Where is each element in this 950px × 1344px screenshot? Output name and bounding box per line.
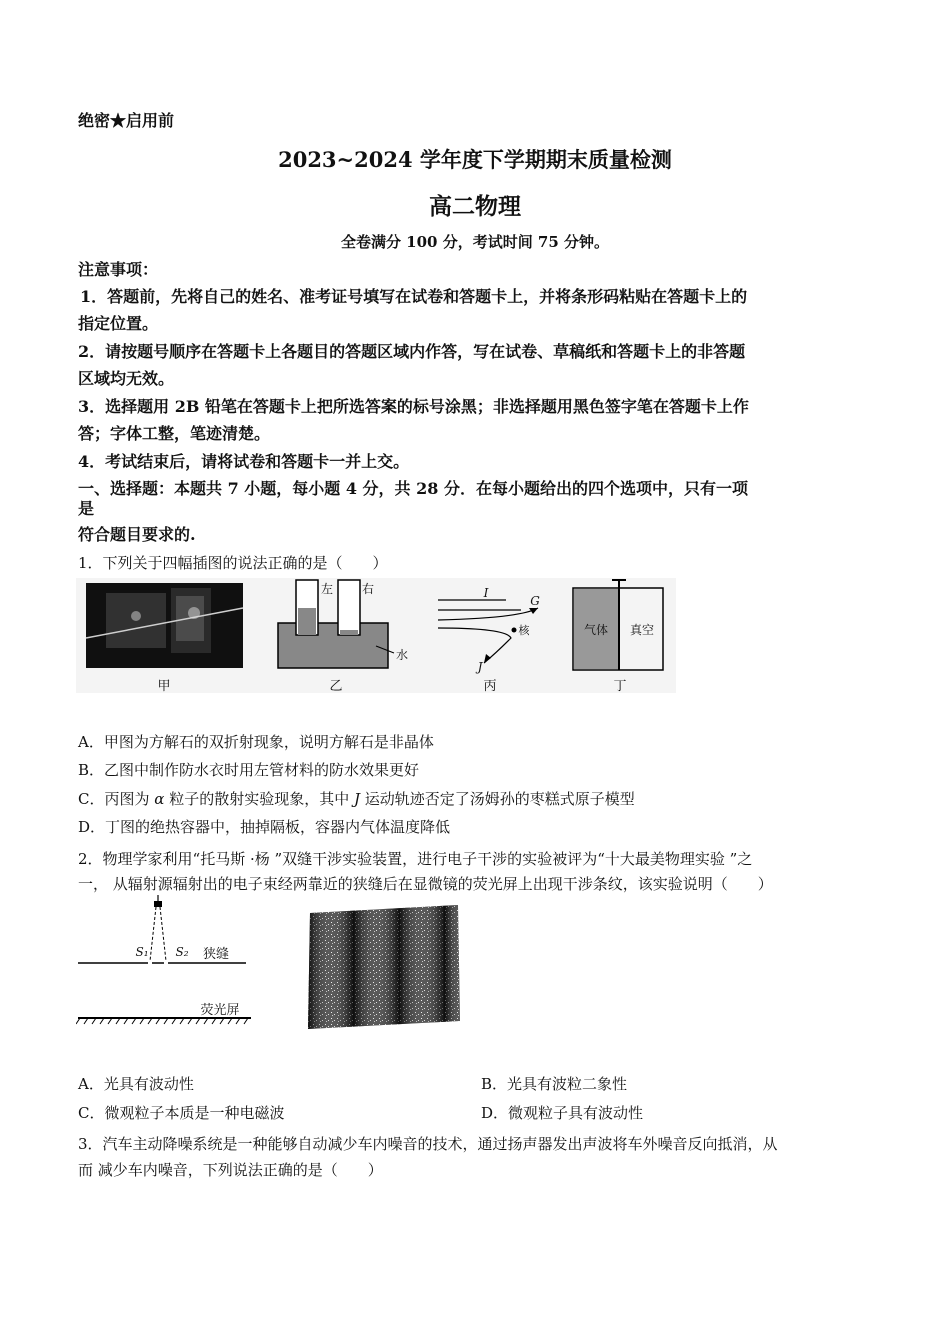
label-I: I	[483, 586, 489, 600]
label-right: 右	[361, 582, 374, 596]
q1-option-d: D．丁图的绝热容器中，抽掉隔板，容器内气体温度降低	[78, 818, 451, 836]
j-symbol: J	[353, 790, 360, 808]
alpha-symbol: α	[154, 790, 165, 808]
exam-title: 2023~2024 学年度下学期期末质量检测	[278, 147, 672, 172]
label-gas: 气体	[583, 623, 608, 637]
note-4: 4．考试结束后，请将试卷和答题卡一并上交。	[78, 452, 410, 471]
notes-heading: 注意事项：	[78, 260, 159, 279]
q1-stem: 1．下列关于四幅插图的说法正确的是（ ）	[78, 554, 388, 572]
label-J: J	[477, 660, 483, 674]
water-container	[278, 623, 388, 668]
exam-info: 全卷满分 100 分，考试时间 75 分钟。	[340, 233, 610, 251]
subject-title: 高二物理	[429, 193, 521, 220]
caption-jia: 甲	[157, 679, 171, 694]
section1-line2: 是	[78, 499, 95, 518]
note-2a: 2．请按题号顺序在答题卡上各题目的答题区域内作答，写在试卷、草稿纸和答题卡上的非答题	[78, 342, 746, 361]
q3-stem-1: 3．汽车主动降噪系统是一种能够自动减少车内噪音的技术，通过扬声器发出声波将车外噪音反向抵消，从	[78, 1135, 778, 1153]
q3-stem-2: 而 减少车内噪音，下列说法正确的是（ ）	[78, 1161, 383, 1179]
q2-stem-1: 2．物理学家利用“托马斯 ·杨 ”双缝干涉实验装置，进行电子干涉的实验被评为“十大最美物理实验 ”之	[78, 850, 753, 868]
caption-bing: 丙	[483, 679, 497, 694]
note-3a: 3．选择题用 2B 铅笔在答题卡上把所选答案的标号涂黑；非选择题用黑色签字笔在答题卡上作	[78, 397, 749, 416]
q2-figure-apparatus	[76, 893, 256, 1028]
q1-figure	[76, 578, 676, 693]
q2-stem-2: 一， 从辐射源辐射出的电子束经两靠近的狭缝后在显微镜的荧光屏上出现干涉条纹，该实验说明（ ）	[78, 875, 773, 893]
q1-option-b: B．乙图中制作防水衣时用左管材料的防水效果更好	[78, 761, 420, 779]
label-nucleus: 核	[518, 624, 530, 637]
q1-option-c	[78, 788, 635, 810]
note-2b: 区域均无效。	[78, 369, 175, 388]
note-1a: 1．答题前，先将自己的姓名、准考证号填写在试卷和答题卡上，并将条形码粘贴在答题卡上的	[80, 287, 748, 306]
note-1b: 指定位置。	[78, 314, 159, 333]
caption-yi: 乙	[329, 679, 343, 694]
q2-option-c: C．微观粒子本质是一种电磁波	[78, 1104, 285, 1122]
section1-line3: 符合题目要求的.	[78, 525, 196, 544]
label-s1: S₁	[135, 945, 149, 959]
q2-option-b: B．光具有波粒二象性	[481, 1075, 628, 1093]
caption-ding: 丁	[613, 679, 627, 694]
q1-option-c-part1: C．丙图为	[78, 790, 150, 808]
label-G: G	[530, 594, 540, 608]
note-3b: 答；字体工整，笔迹清楚。	[78, 424, 271, 443]
q2-option-d: D．微观粒子具有波动性	[481, 1104, 644, 1122]
label-s2: S₂	[175, 945, 189, 959]
section1-line1: 一、选择题：本题共 7 小题，每小题 4 分，共 28 分．在每小题给出的四个选项中，只有一项	[78, 479, 748, 498]
label-vacuum: 真空	[629, 623, 654, 637]
nucleus-dot	[512, 628, 517, 633]
interference-pattern-image	[306, 903, 462, 1031]
secret-label: 绝密★启用前	[78, 111, 175, 130]
q1-option-c-part3: 运动轨迹否定了汤姆孙的枣糕式原子模型	[364, 790, 635, 808]
label-screen: 荧光屏	[200, 1003, 240, 1018]
q1-option-a: A．甲图为方解石的双折射现象，说明方解石是非晶体	[78, 733, 434, 751]
q2-option-a: A．光具有波动性	[78, 1075, 194, 1093]
label-slit: 狭缝	[202, 947, 229, 962]
label-left: 左	[320, 582, 333, 596]
interference-pattern-svg	[306, 903, 462, 1031]
label-water: 水	[395, 648, 408, 662]
q1-option-c-part2: 粒子的散射实验现象，其中	[169, 790, 350, 808]
